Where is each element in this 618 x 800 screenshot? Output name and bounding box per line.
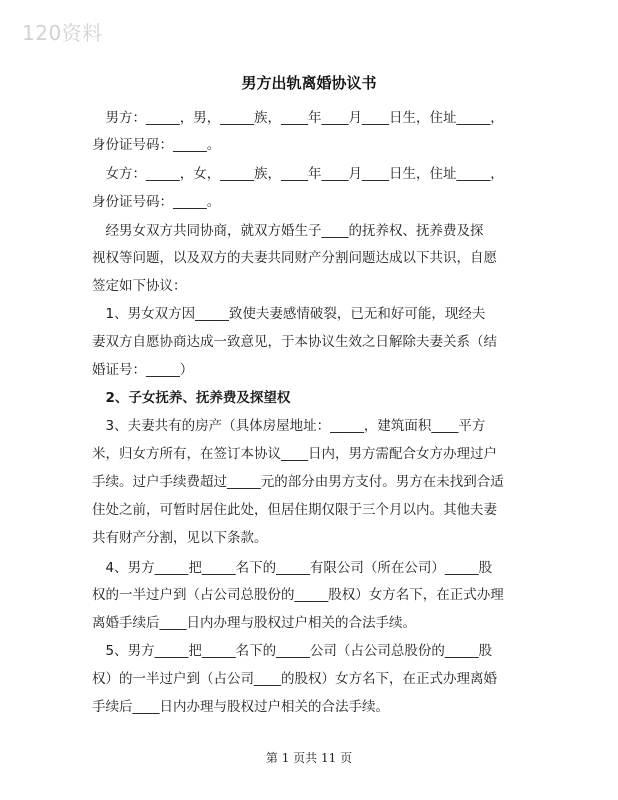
text-line: 3、夫妻共有的房产（具体房屋地址：_____，建筑面积____平方	[92, 418, 486, 434]
text-line: 男方：_____，男，_____族，____年____月____日生，住址_____，	[92, 110, 504, 126]
text-line: 婚证号：_____）	[92, 362, 194, 378]
document-title: 男方出轨离婚协议书	[241, 74, 377, 92]
text-line: 手续。过户手续费超过_____元的部分由男方支付。男方在未找到合适	[92, 474, 504, 490]
text-line: 1、男女双方因_____致使夫妻感情破裂，已无和好可能，现经夫	[92, 306, 486, 322]
text-line: 手续后____日内办理与股权过户相关的合法手续。	[92, 699, 389, 715]
text-line: 4、男方_____把_____名下的_____有限公司（所在公司）_____股	[92, 560, 493, 576]
text-line: 妻双方自愿协商达成一致意见，于本协议生效之日解除夫妻关系（结	[92, 334, 497, 350]
text-line: 权）的一半过户到（占公司____的股权）女方名下，在正式办理离婚	[92, 671, 497, 687]
text-line: 权的一半过户到（占公司总股份的_____股权）女方名下，在正式办理	[92, 587, 504, 603]
text-line: 经男女双方共同协商，就双方婚生子____的抚养权、抚养费及探	[92, 223, 484, 239]
watermark: 120资料	[22, 21, 103, 45]
page-footer: 第 1 页共 11 页	[265, 751, 353, 765]
text-line: 女方：_____，女，_____族，____年____月____日生，住址_____，	[92, 166, 504, 182]
text-line: 共有财产分割，见以下条款。	[92, 530, 268, 546]
text-line: 签定如下协议：	[92, 278, 187, 294]
text-line: 身份证号码：_____。	[92, 194, 221, 210]
text-line: 住处之前，可暂时居住此处，但居住期仅限于三个月以内。其他夫妻	[92, 502, 497, 518]
text-line: 米，归女方所有，在签订本协议____日内，男方需配合女方办理过户	[92, 446, 497, 462]
section-heading: 2、子女抚养、抚养费及探望权	[92, 390, 291, 406]
text-line: 离婚手续后____日内办理与股权过户相关的合法手续。	[92, 615, 416, 631]
text-line: 身份证号码：_____。	[92, 137, 221, 153]
text-line: 5、男方_____把_____名下的_____公司（占公司总股份的_____股	[92, 643, 493, 659]
text-line: 视权等问题，以及双方的夫妻共同财产分割问题达成以下共识，自愿	[92, 250, 497, 266]
